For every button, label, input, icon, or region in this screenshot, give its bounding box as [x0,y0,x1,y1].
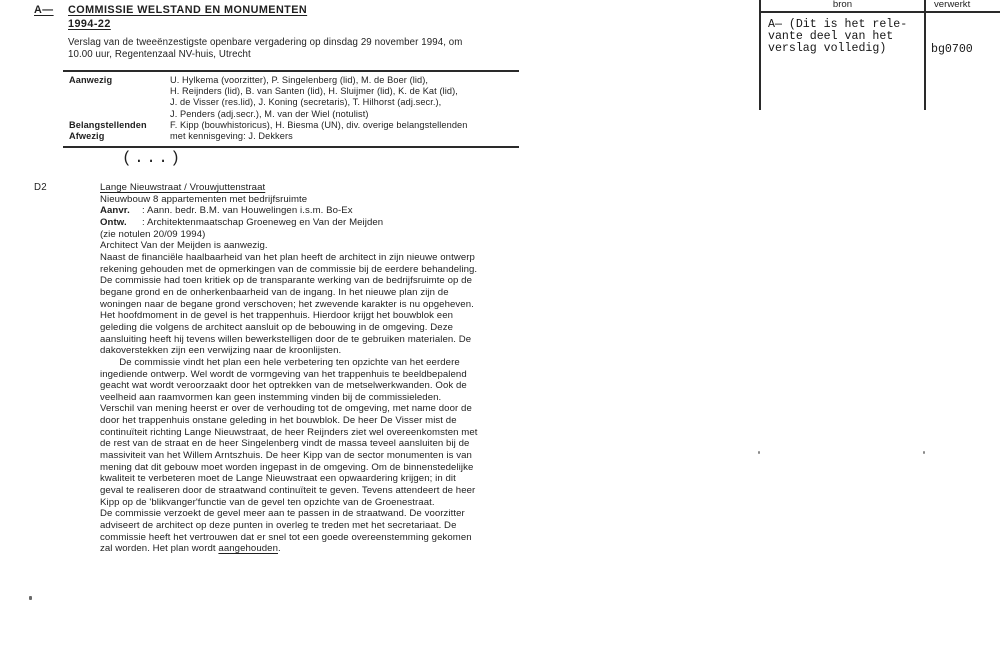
scan-speck [758,451,760,454]
document-title [68,4,307,31]
designer-label: Ontw. [100,216,127,228]
applicant-line [100,205,520,217]
agenda-item-subtitle: Nieuwbouw 8 appartementen met bedrijfsruimte [100,193,308,205]
closing-prefix: zal worden. Het plan wordt [100,543,219,555]
stamp-column-header-verwerkt: verwerkt [934,0,971,10]
agenda-item-body [100,182,520,555]
omitted-content-marker: (...) [122,149,183,167]
typewritten-source-note: A— (Dit is het rele- vante deel van het verslag volledig) [768,18,908,55]
processing-code: bg0700 [931,43,973,56]
attendance-value: met kennisgeving: J. Dekkers [170,131,293,142]
attendance-table [63,70,519,148]
attendance-label: Aanwezig [69,75,113,85]
document-title-line2: 1994-22 [68,17,111,30]
attendance-value: F. Kipp (bouwhistoricus), H. Biesma (UN), div. overige belangstellenden [170,119,468,130]
margin-marker: A— [34,4,54,16]
minutes-reference: (zie notulen 20/09 1994) [100,228,206,240]
attendance-row-afwezig [63,131,519,142]
agenda-item-title: Lange Nieuwstraat / Vrouwjuttenstraat [100,182,266,193]
document-title-line1: COMMISSIE WELSTAND EN MONUMENTEN [68,4,308,16]
attendance-label: Belangstellenden [69,119,147,130]
agenda-item-code: D2 [34,182,47,193]
minutes-text: Architect Van der Meijden is aanwezig. Naast de financiële haalbaarheid van het plan heeft de architect in zijn nieuwe ontwerp rekening gehouden met de opmerkingen van de commissie bij de eerdere behandeling. De commissie had toen kritiek op de transparante werking van de bedrijfsruimte op de begane grond en de onherkenbaarheid van de ingang. In het nieuwe plan zijn de woningen naar de begane grond verschoven; het zwevende karakter is nu opgeheven. Het hoofdmoment in de gevel is het trappenhuis. Hierdoor krijgt het bouwblok een geleding die volgens de architect aansluit op de bebouwing in de omgeving. Deze aansluiting heeft hij tevens willen bewerkstelligen door de te gebruiken materialen. De dakoverstekken zijn een verwijzing naar de kroonlijsten. De commissie vindt het plan een hele verbetering ten opzichte van het eerdere ingediende ontwerp. Wel wordt de vormgeving van het trappenhuis te beeldbepalend geacht wat wordt veroorzaakt door het optrekken van de metselwerkwanden. Ook de veelheid aan raamvormen kan geen instemming vinden bij de commissieleden. Verschil van mening heerst er over de verhouding tot de omgeving, met name door de door het trappenhuis onstane geleding in het bouwblok. De heer De Visser mist de continuïteit richting Lange Nieuwstraat, de heer Reijnders ziet wel overeenkomsten met de rest van de straat en de heer Singelenberg vindt de massa teveel aansluiten bij de massiviteit van het Willem Arntszhuis. De heer Kipp van de sector monumenten is van mening dat dit gebouw moet worden ingepast in de omgeving. Om de binnenstedelijke kwaliteit te verbeteren moet de Lange Nieuwstraat een opwaardering krijgen; in dit geval te realiseren door de straatwand continuïteit te geven. Tevens attendeert de heer Kipp op de 'blikvanger'functie van de gevel ten opzichte van de Groenestraat. De commissie verzoekt de gevel meer aan te passen in de straatwand. De voorzitter adviseert de architect op deze punten in overleg te treden met het secretariaat. De commissie heeft het vertrouwen dat er snel tot een goede overeenstemming gekomen [100,240,478,543]
minutes-closing-line [100,543,520,555]
attendance-value: U. Hylkema (voorzitter), P. Singelenberg (lid), M. de Boer (lid), H. Reijnders (lid), B. van Santen (lid), H. Sluijmer (lid), K. de Kat (lid), J. de Visser (res.lid), J. Koning (secretaris), T. Hilhorst (adj.secr.), J. Penders (adj.secr.), M. van der Wiel (notulist) [170,75,458,119]
stamp-panel-column-divider [924,0,926,110]
scan-speck [923,451,925,454]
scan-speck [29,596,32,600]
closing-decision: aangehouden [218,543,278,555]
attendance-row-aanwezig [63,75,519,120]
applicant-label: Aanvr. [100,205,130,217]
meeting-description: Verslag van de tweeënzestigste openbare vergadering op dinsdag 29 november 1994, om 10.00 uur, Regentenzaal NV-huis, Utrecht [68,37,463,60]
stamp-panel-header-rule [759,11,1000,13]
designer-value: : Architektenmaatschap Groeneweg en Van der Meijden [142,216,384,228]
designer-line [100,217,520,229]
stamp-panel-left-border [759,0,761,110]
closing-suffix: . [278,543,281,555]
attendance-label: Afwezig [69,131,105,142]
applicant-value: : Aann. bedr. B.M. van Houwelingen i.s.m. Bo-Ex [142,205,353,217]
stamp-column-header-bron: bron [832,0,853,10]
attendance-row-belangstellenden [63,120,519,131]
